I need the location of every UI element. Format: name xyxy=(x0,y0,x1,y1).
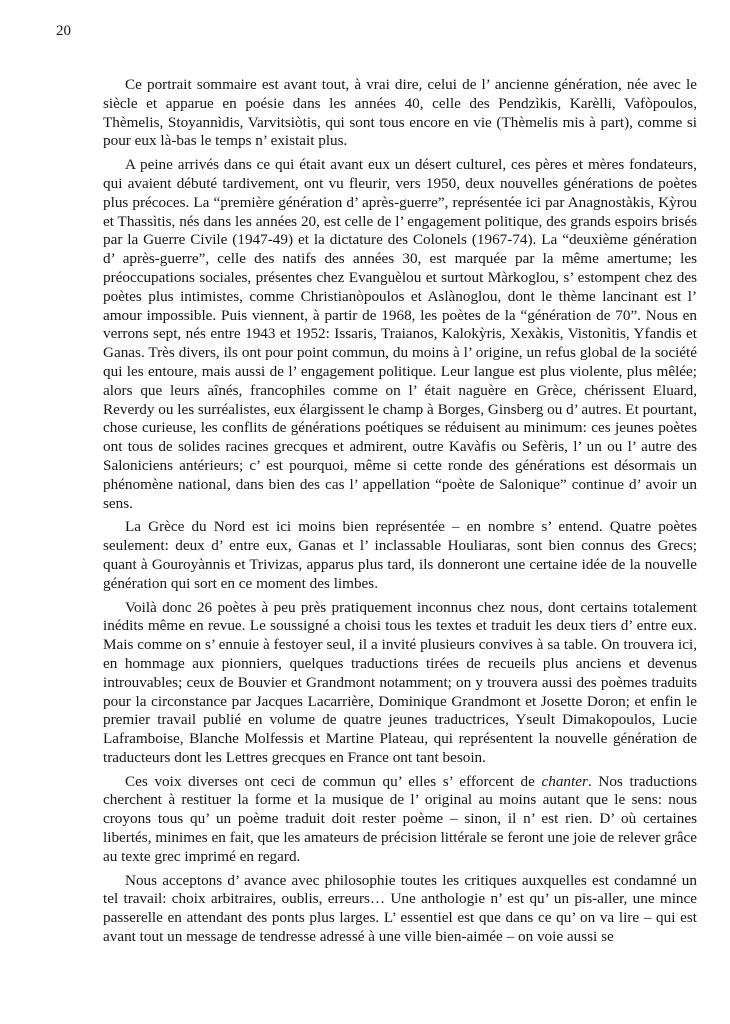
paragraph-text: Nous acceptons d’ avance avec philosophie toutes les critiques auxquelles est condamné un tel travail: choix arbitraires, oublis, erreurs… Une anthologie n’ est qu’ un pis-aller, une mince passerelle en attendant des ponts plus larges. L’ essentiel est que dans ce qu’ on va lire – qui est avant tout un message de tendresse adressé à une ville bien-aimée – on voie aussi se xyxy=(103,871,697,946)
page-number: 20 xyxy=(56,23,71,39)
paragraph-4 xyxy=(103,599,697,768)
paragraph-text: La Grèce du Nord est ici moins bien représentée – en nombre s’ entend. Quatre poètes seulement: deux d’ entre eux, Ganas et l’ inclassable Houliaras, sont bien connus des Grecs; quant à Gouroyànnis et Trivizas, apparus plus tard, ils donneront une certaine idée de la nouvelle génération qui sort en ce moment des limbes. xyxy=(103,518,697,592)
paragraph-text: Ce portrait sommaire est avant tout, à vrai dire, celui de l’ ancienne génération, née avec le siècle et apparue en poésie dans les années 40, celle des Pendzìkis, Karèlli, Vafòpoulos, Thèmelis, Stoyannìdis, Varvitsiòtis, qui sont tous encore en vie (Thèmelis mis à part), comme si pour eux là-bas le temps n’ existait plus. xyxy=(103,76,697,150)
paragraph-text: Ces voix diverses ont ceci de commun qu’ elles s’ efforcent de xyxy=(125,772,542,790)
paragraph-5 xyxy=(103,773,697,867)
paragraph-text: Voilà donc 26 poètes à peu près pratiquement inconnus chez nous, dont certains totalement inédits même en revue. Le soussigné a choisi tous les textes et traduit les deux tiers d’ entre eux. Mais comme on s’ ennuie à festoyer seul, il a invité plusieurs convives à sa table. On trouvera ici, en hommage aux pionniers, quelques traductions tirées de recueils plus anciens et devenus introuvables; ceux de Bouvier et Grandmont notamment; on y trouvera aussi des poèmes traduits pour la circonstance par Jacques Lacarrière, Dominique Grandmont et Josette Doron; et enfin le premier travail publié en volume de quatre jeunes traductrices, Yseult Dimakopoulos, Lucie Laframboise, Blanche Molfessis et Martine Plateau, qui représentent la nouvelle génération de traducteurs dont les Lettres grecques en France ont tant besoin. xyxy=(103,598,697,766)
body-text xyxy=(103,76,697,952)
paragraph-2 xyxy=(103,156,697,513)
paragraph-text: A peine arrivés dans ce qui était avant eux un désert culturel, ces pères et mères fondateurs, qui avaient débuté tardivement, ont vu fleurir, vers 1950, deux nouvelles générations de poètes plus précoces. La “première génération d’ après-guerre”, représentée ici par Anagnostàkis, Kỳrou et Thassìtis, nés dans les années 20, est celle de l’ engagement politique, des grands espoirs brisés par la Guerre Civile (1947-49) et la dictature des Colonels (1967-74). La “deuxième génération d’ après-guerre”, celle des natifs des années 30, est marquée par la même amertume; les préoccupations sociales, présentes chez Evanguèlou et surtout Màrkoglou, s’ estompent chez des poètes plus intimistes, comme Christianòpoulos et Aslànoglou, dont le thème lancinant est l’ amour impossible. Puis viennent, à partir de 1968, les poètes de la “génération de 70”. Nous en verrons sept, nés entre 1943 et 1952: Issaris, Traianos, Kalokỳris, Xexàkis, Vistonìtis, Yfandis et Ganas. Très divers, ils ont pour point commun, du moins à l’ origine, un refus global de la société qui les entoure, mais aussi de l’ engagement politique. Leur langue est plus violente, plus mêlée; alors que leurs aînés, francophiles comme on l’ était naguère en Grèce, chérissent Eluard, Reverdy ou les surréalistes, eux élargissent le champ à Borges, Ginsberg ou d’ autres. Et pourtant, chose curieuse, les conflits de générations poétiques se réduisent au minimum: ces jeunes poètes ont tous de solides racines grecques et admirent, outre Kavàfis ou Sefèris, l’ un ou l’ autre des Saloniciens antérieurs; c’ est pourquoi, même si cette ronde des générations est désormais un phénomène national, dans bien des cas l’ appellation “poète de Salonique” continue d’ avoir un sens. xyxy=(103,156,697,512)
paragraph-6 xyxy=(103,872,697,947)
emphasized-word: chanter xyxy=(541,772,588,790)
paragraph-1 xyxy=(103,76,697,151)
paragraph-3 xyxy=(103,518,697,593)
paragraph-text: . Nos traductions cherchent à restituer la forme et la musique de l’ original au moins autant que le sens: nous croyons tous qu’ un poème traduit doit rester poème – sinon, il n’ est rien. D’ où certaines libertés, minimes en fait, que les amateurs de précision littérale se feront une joie de relever grâce au texte grec imprimé en regard. xyxy=(103,772,697,865)
